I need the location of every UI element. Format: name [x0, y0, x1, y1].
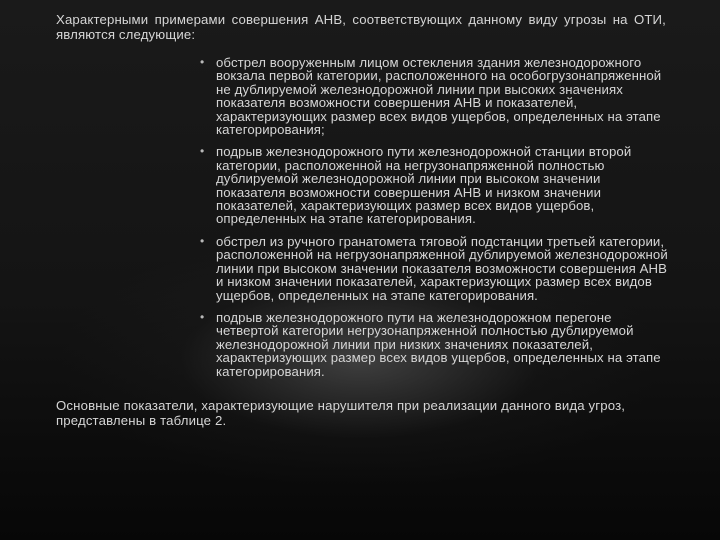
- bullet-list: [200, 56, 668, 387]
- bullet-text: подрыв железнодорожного пути на железнодорожном перегоне четвертой категории негрузонапряженной полностью дублируемой железнодорожной линии при низких значениях показателей, характеризующих размер всех видов ущербов, определенных на этапе категорирования.: [216, 309, 661, 379]
- bullet-item: [200, 56, 668, 136]
- outro-paragraph: Основные показатели, характеризующие нарушителя при реализации данного вида угроз, представлены в таблице 2.: [56, 398, 626, 428]
- bullet-marker: •: [200, 233, 205, 248]
- bullet-text: обстрел из ручного гранатомета тяговой подстанции третьей категории, расположенной на негрузонапряженной дублируемой железнодорожной линии при высоком значении показателя возможности совершения АНВ и низком значении показателей, характеризующих размер всех видов ущербов, определенных на этапе категорирования.: [216, 233, 668, 303]
- bullet-marker: •: [200, 144, 205, 159]
- bullet-item: [200, 235, 668, 302]
- bullet-marker: •: [200, 55, 205, 69]
- bullet-item: [200, 145, 668, 225]
- intro-paragraph: Характерными примерами совершения АНВ, соответствующих данному виду угрозы на ОТИ, являются следующие:: [56, 12, 666, 42]
- bullet-text: подрыв железнодорожного пути железнодорожной станции второй категории, расположенной на негрузонапряженной полностью дублируемой железнодорожной линии при высоком значении показателя возможности совершения АНВ и низком значении показателей, характеризующих размер всех видов ущербов, определенных на этапе категорирования.: [216, 144, 632, 227]
- bullet-text: обстрел вооруженным лицом остекления здания железнодорожного вокзала первой категории, расположенного на особогрузонапряженной не дублируемой железнодорожной линии при высоких значениях показателя возможности совершения АНВ и показателей, характеризующих размер всех видов ущербов, определенных на этапе категорирования;: [216, 55, 662, 138]
- bullet-item: [200, 311, 668, 378]
- bullet-marker: •: [200, 309, 205, 324]
